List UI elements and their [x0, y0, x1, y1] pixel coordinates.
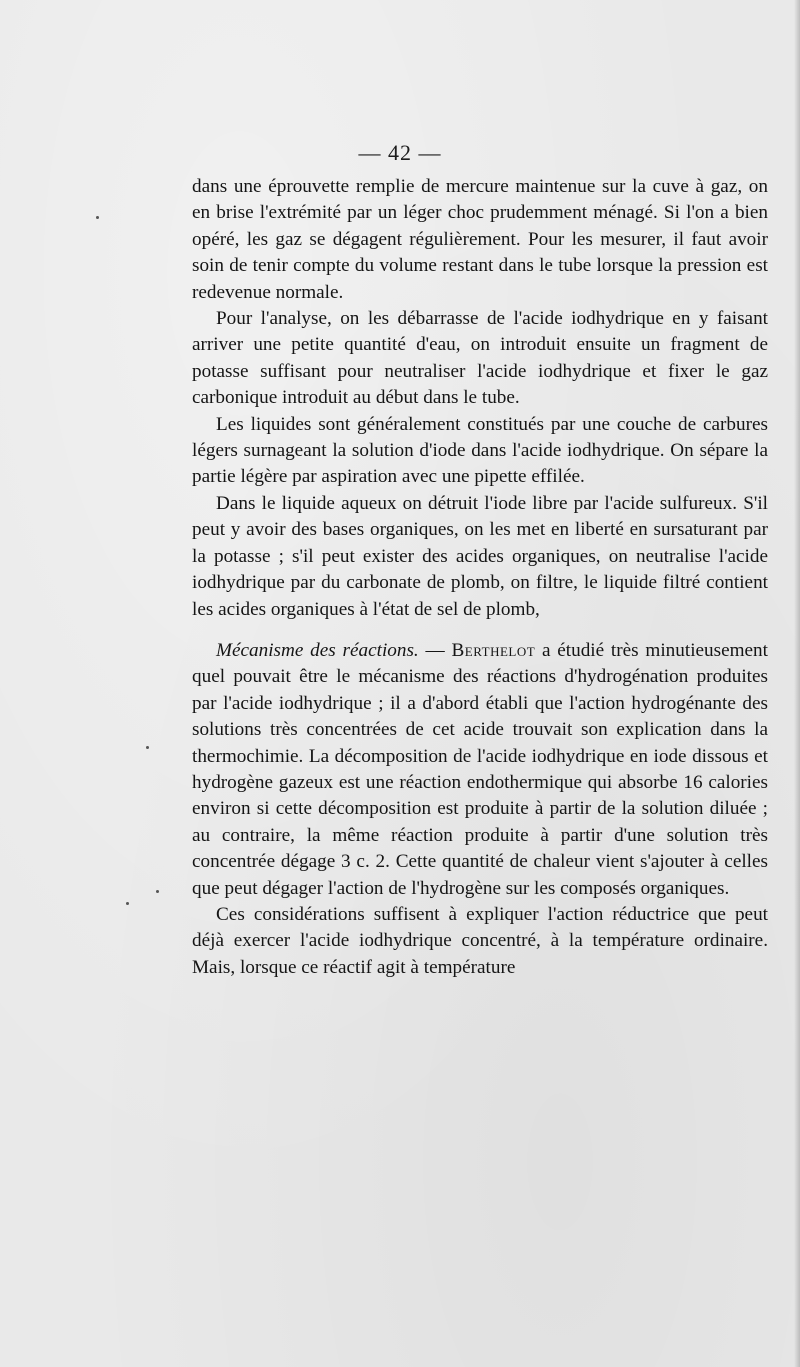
- scan-speck: [126, 902, 129, 905]
- paragraph-5: [192, 638, 768, 902]
- scan-speck: [146, 746, 149, 749]
- paragraph-4: Dans le liquide aqueux on détruit l'iode libre par l'acide sulfureux. S'il peut y avoir des bases organiques, on les met en liberté en sursaturant par la potasse ; s'il peut exister des acides organiques, on neutralise l'acide iodhydrique par du carbonate de plomb, on filtre, le liquide filtré contient les acides organiques à l'état de sel de plomb,: [192, 492, 768, 620]
- page-number: — 42 —: [358, 140, 442, 165]
- paragraph-6: Ces considérations suffisent à expliquer l'action réductrice que peut déjà exercer l'acide iodhydrique concentré, à la température ordinaire. Mais, lorsque ce réactif agit à température: [192, 903, 768, 978]
- author-name: Berthelot: [451, 639, 536, 661]
- page-edge-shadow: [794, 0, 800, 1367]
- paragraph-2: Pour l'analyse, on les débarrasse de l'acide iodhydrique en y faisant arriver une petite quantité d'eau, on introduit ensuite un fragment de potasse suffisant pour neutraliser l'acide iodhydrique et fixer le gaz carbonique introduit au début dans le tube.: [192, 308, 768, 409]
- section-dash: —: [418, 639, 452, 661]
- scan-speck: [156, 890, 159, 893]
- paragraph-1: dans une éprouvette remplie de mercure maintenue sur la cuve à gaz, on en brise l'extrémité par un léger choc prudemment ménagé. Si l'on a bien opéré, les gaz se dégagent régulièrement. Pour les mesurer, il faut avoir soin de tenir compte du volume restant dans le tube lorsque la pression est redevenue normale.: [192, 176, 768, 303]
- scan-speck: [96, 216, 99, 219]
- paragraph-5-body: a étudié très minutieusement quel pouvait être le mécanisme des réactions d'hydrogénation produites par l'acide iodhydrique ; il a d'abord établi que l'action hydrogénante des solutions très concentrées de cet acide trouvait son explication dans la thermochimie. La décomposition de l'acide iodhydrique en iode dissous et hydrogène gazeux est une réaction endothermique qui absorbe 16 calories environ si cette décomposition est produite à partir de la solution diluée ; au contraire, la même réaction produite à partir d'une solution très concentrée dégage 3 c. 2. Cette quantité de chaleur vient s'ajouter à celles que peut dégager l'action de l'hydrogène sur les composés organiques.: [192, 639, 768, 899]
- section-heading: Mécanisme des réactions.: [216, 639, 419, 661]
- body-text: [192, 174, 768, 981]
- paragraph-3: Les liquides sont généralement constitués par une couche de carbures légers surnageant la solution d'iode dans l'acide iodhydrique. On sépare la partie légère par aspiration avec une pipette effilée.: [192, 413, 768, 488]
